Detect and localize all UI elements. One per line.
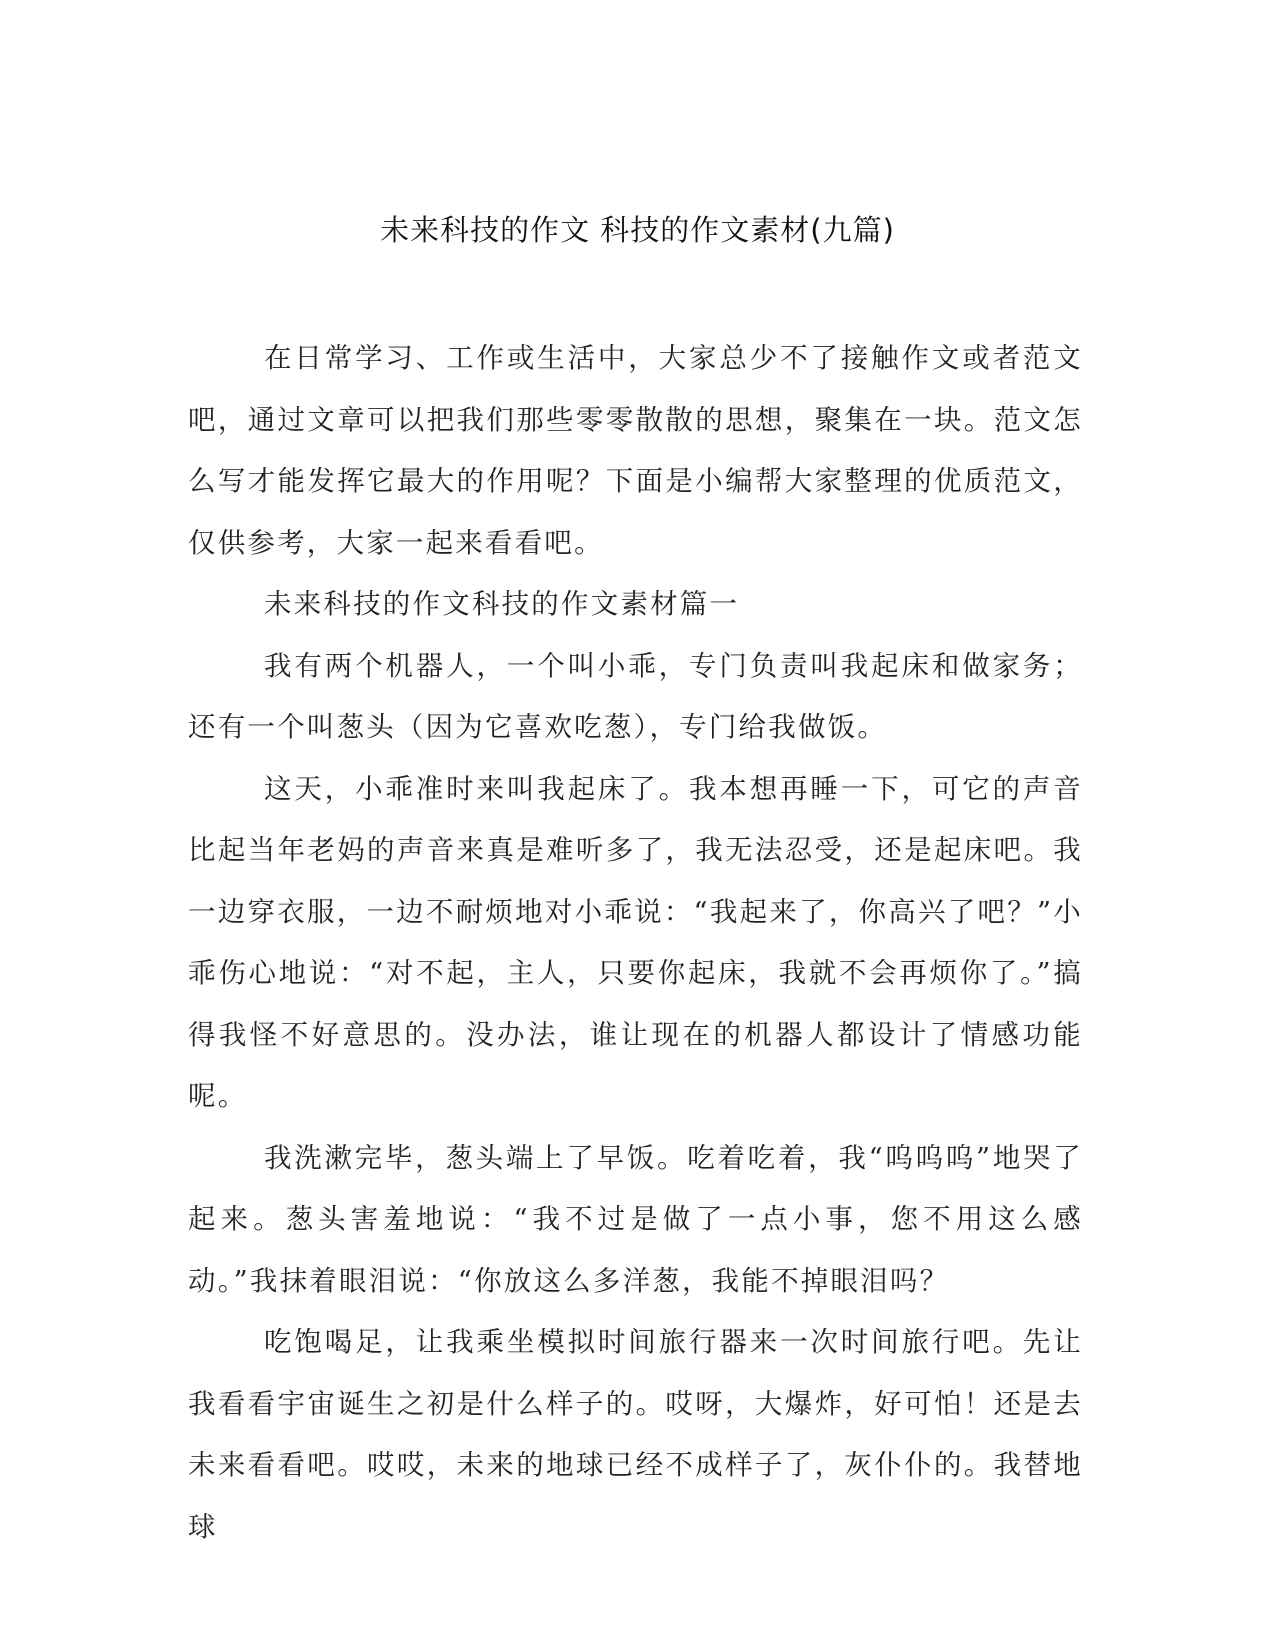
paragraph: 我洗漱完毕，葱头端上了早饭。吃着吃着，我“呜呜呜”地哭了起来。葱头害羞地说：“我不过是做了一点小事，您不用这么感动。”我抹着眼泪说：“你放这么多洋葱，我能不掉眼泪吗？ [188, 1141, 1084, 1297]
document-title: 未来科技的作文 科技的作文素材(九篇) [380, 213, 895, 247]
paragraph: 这天，小乖准时来叫我起床了。我本想再睡一下，可它的声音比起当年老妈的声音来真是难听多了，我无法忍受，还是起床吧。我一边穿衣服，一边不耐烦地对小乖说：“我起来了，你高兴了吧？”小乖伤心地说：“对不起，主人，只要你起床，我就不会再烦你了。”搞得我怪不好意思的。没办法，谁让现在的机器人都设计了情感功能呢。 [188, 772, 1083, 1112]
document-body [188, 328, 1083, 1558]
paragraph: 吃饱喝足，让我乘坐模拟时间旅行器来一次时间旅行吧。先让我看看宇宙诞生之初是什么样子的。哎呀，大爆炸，好可怕！还是去未来看看吧。哎哎，未来的地球已经不成样子了，灰仆仆的。我替地球 [188, 1326, 1083, 1543]
section-heading: 未来科技的作文科技的作文素材篇一 [264, 588, 740, 620]
paragraph: 我有两个机器人，一个叫小乖，专门负责叫我起床和做家务；还有一个叫葱头（因为它喜欢吃葱），专门给我做饭。 [188, 649, 1083, 743]
paragraph-intro: 在日常学习、工作或生活中，大家总少不了接触作文或者范文吧，通过文章可以把我们那些零零散散的思想，聚集在一块。范文怎么写才能发挥它最大的作用呢？下面是小编帮大家整理的优质范文，仅供参考，大家一起来看看吧。 [188, 342, 1083, 559]
